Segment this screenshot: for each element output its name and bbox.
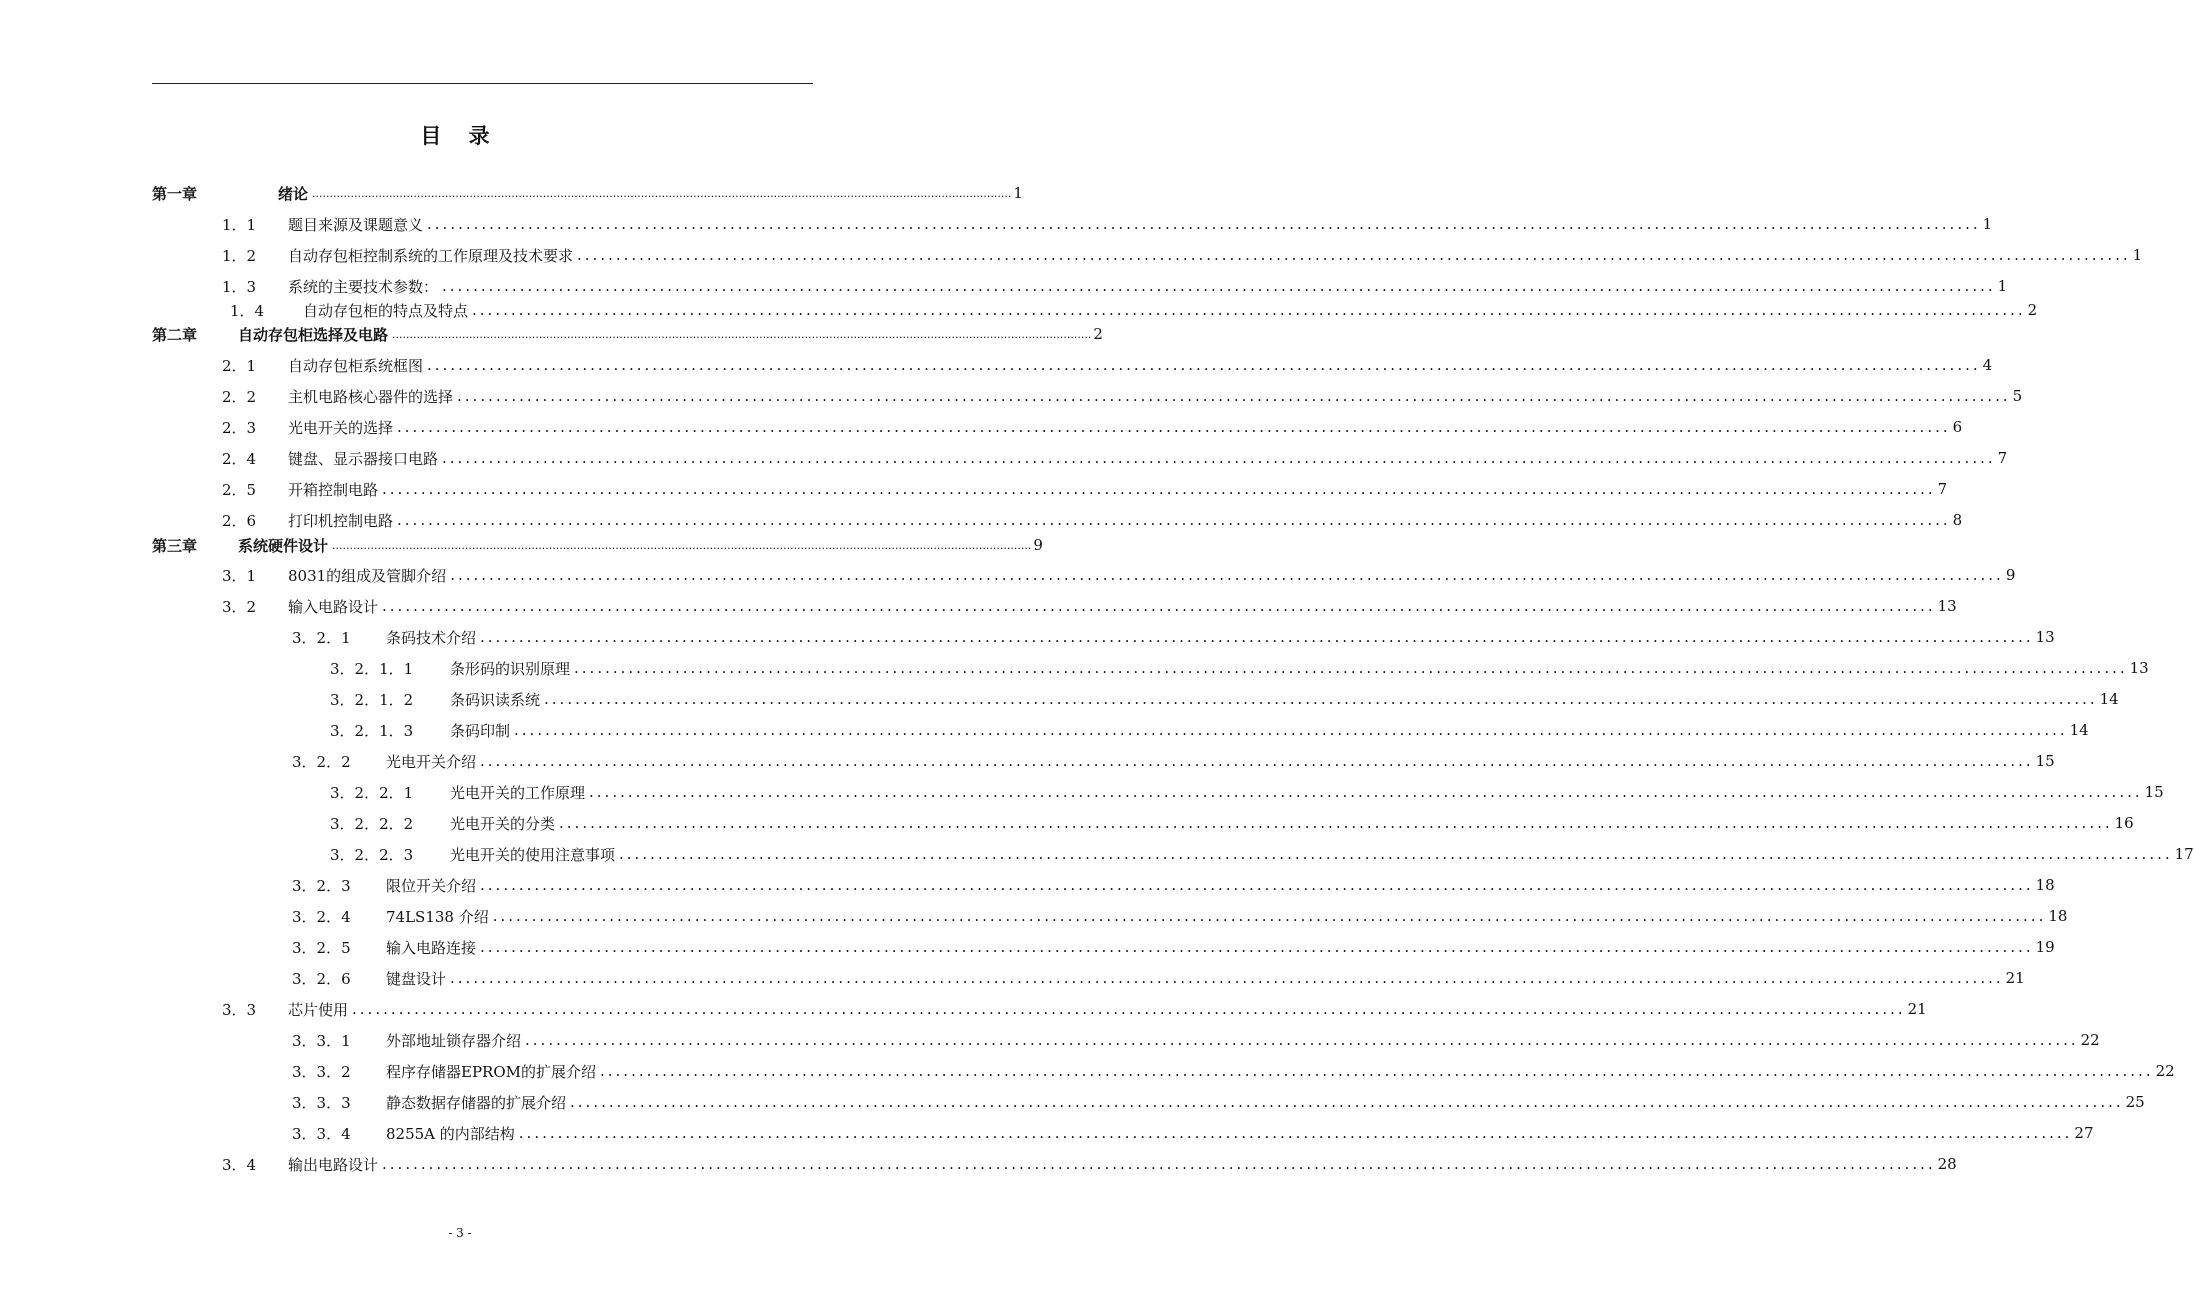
toc-entry-number: 2．6 — [222, 511, 257, 530]
toc-entry-page: 22 — [2080, 1031, 2100, 1049]
toc-leader-dots: ........................................................................................................................................................................................................ — [427, 215, 1981, 233]
toc-entry-title: 自动存包柜控制系统的工作原理及技术要求 — [288, 246, 574, 265]
toc-leader-dots: ........................................................................................................................................................................................................ — [574, 659, 2128, 677]
toc-entry-title: 自动存包柜系统框图 — [288, 356, 424, 375]
toc-leader-dots: ........................................................................................................................................................................................................ — [480, 628, 2034, 646]
toc-entry[interactable] — [330, 841, 2194, 867]
toc-entry-page: 25 — [2125, 1093, 2145, 1111]
toc-leader-dots: ........................................................................................................................................................................................................ — [589, 783, 2143, 801]
toc-leader-dots: ........................................................................................................................................................................................................ — [514, 721, 2068, 739]
toc-entry-page: 14 — [2099, 690, 2119, 708]
toc-entry[interactable] — [292, 872, 2055, 898]
toc-entry-title: 光电开关的选择 — [288, 418, 394, 437]
toc-entry-page: 7 — [1997, 449, 2008, 467]
toc-leader-dots: ........................................................................................................................................................................................................ — [397, 511, 1951, 529]
toc-entry-title: 光电开关介绍 — [386, 752, 477, 771]
toc-entry-title: 限位开关介绍 — [386, 876, 477, 895]
toc-entry[interactable] — [292, 1058, 2175, 1084]
toc-entry[interactable] — [222, 562, 2016, 588]
toc-entry[interactable] — [222, 211, 1993, 237]
toc-entry-number: 3．2．2．2 — [330, 814, 414, 833]
toc-entry-title: 8031的组成及管脚介绍 — [288, 566, 447, 585]
toc-leader-dots: ........................................................................................................................................................................................................ — [352, 1000, 1906, 1018]
toc-entry-page: 14 — [2069, 721, 2089, 739]
toc-entry[interactable] — [222, 273, 2008, 299]
toc-entry[interactable] — [292, 748, 2055, 774]
toc-leader-dots: ........................................................................................................................................................................................................ — [544, 690, 2098, 708]
toc-entry-number: 1．4 — [230, 301, 265, 320]
toc-entry-page: 2 — [2027, 301, 2038, 319]
toc-entry-page: 18 — [2035, 876, 2055, 894]
toc-entry-title: 光电开关的分类 — [450, 814, 556, 833]
toc-entry-number: 3．2．1．1 — [330, 659, 414, 678]
toc-entry-page: 15 — [2144, 783, 2164, 801]
toc-leader-dots: ........................................................................................................................................................................................................ — [442, 449, 1996, 467]
toc-entry[interactable] — [330, 655, 2149, 681]
toc-entry-number: 3．3．2 — [292, 1062, 351, 1081]
toc-entry[interactable] — [292, 934, 2055, 960]
toc-entry[interactable] — [222, 383, 2023, 409]
toc-title: 目 录 — [420, 124, 500, 148]
toc-entry[interactable] — [152, 321, 1103, 347]
toc-entry-page: 15 — [2035, 752, 2055, 770]
toc-entry[interactable] — [222, 476, 1948, 502]
toc-entry-title: 绪论 — [278, 184, 309, 203]
toc-entry-page: 22 — [2155, 1062, 2175, 1080]
toc-entry-title: 自动存包柜的特点及特点 — [303, 301, 469, 320]
toc-leader-dots: ........................................................................................................................................................................................................ — [312, 186, 1012, 200]
toc-leader-dots: ........................................................................................................................................................................................................ — [559, 814, 2113, 832]
toc-entry-page: 28 — [1937, 1155, 1957, 1173]
toc-entry-number: 3．2 — [222, 597, 257, 616]
toc-entry-title: 条形码的识别原理 — [450, 659, 571, 678]
toc-leader-dots: ........................................................................................................................................................................................................ — [397, 418, 1951, 436]
toc-entry-page: 4 — [1982, 356, 1993, 374]
toc-entry-title: 系统硬件设计 — [238, 536, 329, 555]
toc-entry-number: 3．2．5 — [292, 938, 351, 957]
toc-entry[interactable] — [292, 1089, 2145, 1115]
toc-leader-dots: ........................................................................................................................................................................................................ — [518, 1124, 2073, 1142]
toc-entry-title: 程序存储器EPROM的扩展介绍 — [386, 1062, 596, 1081]
toc-leader-dots: ........................................................................................................................................................................................................ — [480, 938, 2034, 956]
toc-entry-title: 输入电路设计 — [288, 597, 379, 616]
toc-leader-dots: ........................................................................................................................................................................................................ — [382, 597, 1936, 615]
toc-entry-number: 1．2 — [222, 246, 257, 265]
toc-entry-number: 第一章 — [152, 184, 198, 203]
toc-leader-dots: ........................................................................................................................................................................................................ — [442, 277, 1996, 295]
toc-entry-page: 21 — [1907, 1000, 1927, 1018]
header-rule — [152, 83, 813, 84]
toc-entry-title: 条码识读系统 — [450, 690, 541, 709]
toc-entry-number: 3．4 — [222, 1155, 257, 1174]
toc-entry[interactable] — [222, 507, 1963, 533]
toc-leader-dots: ........................................................................................................................................................................................................ — [600, 1062, 2154, 1080]
toc-entry-page: 18 — [2048, 907, 2068, 925]
toc-entry[interactable] — [222, 445, 2008, 471]
toc-entry-page: 1 — [1982, 215, 1993, 233]
toc-entry-page: 8 — [1952, 511, 1963, 529]
toc-entry-number: 1．1 — [222, 215, 257, 234]
toc-entry[interactable] — [292, 903, 2068, 929]
toc-entry-title: 外部地址锁存器介绍 — [386, 1031, 522, 1050]
toc-leader-dots: ........................................................................................................................................................................................................ — [492, 907, 2047, 925]
toc-entry[interactable] — [152, 180, 1023, 206]
toc-entry-number: 2．5 — [222, 480, 257, 499]
toc-entry-page: 13 — [1937, 597, 1957, 615]
toc-entry-title: 光电开关的工作原理 — [450, 783, 586, 802]
toc-entry-page: 13 — [2035, 628, 2055, 646]
toc-entry-number: 3．3．3 — [292, 1093, 351, 1112]
toc-entry-number: 3．2．1 — [292, 628, 351, 647]
toc-entry-page: 9 — [1033, 536, 1043, 554]
toc-entry[interactable] — [152, 532, 1043, 558]
toc-leader-dots: ........................................................................................................................................................................................................ — [450, 969, 2004, 987]
toc-entry[interactable] — [222, 242, 2143, 268]
toc-leader-dots: ........................................................................................................................................................................................................ — [450, 566, 2004, 584]
toc-entry-page: 9 — [2005, 566, 2016, 584]
toc-entry-page: 21 — [2005, 969, 2025, 987]
toc-entry-title: 系统的主要技术参数： — [288, 277, 439, 296]
toc-entry-title: 自动存包柜选择及电路 — [238, 325, 389, 344]
toc-entry-number: 第二章 — [152, 325, 198, 344]
toc-entry-number: 2．1 — [222, 356, 257, 375]
toc-entry-page: 1 — [1013, 184, 1023, 202]
toc-leader-dots: ........................................................................................................................................................................................................ — [619, 845, 2173, 863]
toc-entry-number: 2．4 — [222, 449, 257, 468]
toc-entry-number: 3．2．1．3 — [330, 721, 414, 740]
toc-entry-number: 3．2．2．1 — [330, 783, 414, 802]
toc-entry-page: 7 — [1937, 480, 1948, 498]
toc-leader-dots: ........................................................................................................................................................................................................ — [525, 1031, 2079, 1049]
toc-entry[interactable] — [330, 686, 2119, 712]
toc-entry-number: 3．2．2．3 — [330, 845, 414, 864]
toc-entry-title: 74LS138 介绍 — [386, 907, 489, 926]
toc-entry[interactable] — [330, 779, 2164, 805]
toc-entry-title: 条码技术介绍 — [386, 628, 477, 647]
toc-entry-page: 2 — [1093, 325, 1103, 343]
toc-leader-dots: ........................................................................................................................................................................................................ — [382, 1155, 1936, 1173]
toc-entry-title: 键盘设计 — [386, 969, 447, 988]
toc-leader-dots: ........................................................................................................................................................................................................ — [457, 387, 2011, 405]
toc-entry[interactable] — [292, 965, 2025, 991]
toc-entry[interactable] — [222, 414, 1963, 440]
toc-leader-dots: ........................................................................................................................................................................................................ — [427, 356, 1981, 374]
toc-entry-number: 3．3．4 — [292, 1124, 351, 1143]
toc-entry-title: 条码印制 — [450, 721, 511, 740]
toc-entry-title: 8255A 的内部结构 — [386, 1124, 515, 1143]
toc-entry-number: 第三章 — [152, 536, 198, 555]
toc-entry-page: 1 — [1997, 277, 2008, 295]
toc-entry-title: 键盘、显示器接口电路 — [288, 449, 439, 468]
toc-entry[interactable] — [292, 624, 2055, 650]
toc-entry[interactable] — [222, 352, 1993, 378]
toc-leader-dots: ........................................................................................................................................................................................................ — [332, 538, 1032, 552]
toc-entry[interactable] — [222, 593, 1957, 619]
toc-leader-dots: ........................................................................................................................................................................................................ — [480, 752, 2034, 770]
toc-entry-number: 2．2 — [222, 387, 257, 406]
page-number: - 3 - — [448, 1226, 472, 1240]
toc-entry[interactable] — [292, 1027, 2100, 1053]
toc-entry-title: 输出电路设计 — [288, 1155, 379, 1174]
toc-entry-number: 3．2．6 — [292, 969, 351, 988]
toc-entry-number: 3．3 — [222, 1000, 257, 1019]
toc-leader-dots: ........................................................................................................................................................................................................ — [570, 1093, 2124, 1111]
toc-entry[interactable] — [330, 717, 2089, 743]
toc-leader-dots: ........................................................................................................................................................................................................ — [577, 246, 2131, 264]
toc-entry-title: 光电开关的使用注意事项 — [450, 845, 616, 864]
toc-entry-title: 开箱控制电路 — [288, 480, 379, 499]
toc-entry-title: 打印机控制电路 — [288, 511, 394, 530]
toc-entry-page: 13 — [2129, 659, 2149, 677]
toc-entry-page: 17 — [2174, 845, 2194, 863]
toc-entry[interactable] — [330, 810, 2134, 836]
toc-entry[interactable] — [222, 1151, 1957, 1177]
toc-entry-page: 27 — [2074, 1124, 2094, 1142]
toc-entry-title: 静态数据存储器的扩展介绍 — [386, 1093, 567, 1112]
toc-entry-page: 1 — [2132, 246, 2143, 264]
toc-entry-page: 16 — [2114, 814, 2134, 832]
toc-entry-number: 1．3 — [222, 277, 257, 296]
toc-leader-dots: ........................................................................................................................................................................................................ — [480, 876, 2034, 894]
toc-entry-title: 题目来源及课题意义 — [288, 215, 424, 234]
toc-entry-page: 6 — [1952, 418, 1963, 436]
toc-entry-page: 5 — [2012, 387, 2023, 405]
toc-entry-title: 主机电路核心器件的选择 — [288, 387, 454, 406]
toc-leader-dots: ........................................................................................................................................................................................................ — [392, 327, 1092, 341]
toc-entry-number: 3．2．2 — [292, 752, 351, 771]
toc-entry-number: 3．1 — [222, 566, 257, 585]
toc-entry-number: 3．2．4 — [292, 907, 351, 926]
toc-entry[interactable] — [292, 1120, 2094, 1146]
toc-entry-page: 19 — [2035, 938, 2055, 956]
toc-entry-number: 2．3 — [222, 418, 257, 437]
toc-entry-number: 3．2．1．2 — [330, 690, 414, 709]
toc-entry-title: 芯片使用 — [288, 1000, 349, 1019]
toc-entry-number: 3．3．1 — [292, 1031, 351, 1050]
toc-leader-dots: ........................................................................................................................................................................................................ — [382, 480, 1936, 498]
toc-entry[interactable] — [222, 996, 1927, 1022]
toc-entry[interactable] — [230, 297, 2038, 323]
toc-entry-number: 3．2．3 — [292, 876, 351, 895]
toc-entry-title: 输入电路连接 — [386, 938, 477, 957]
toc-leader-dots: ........................................................................................................................................................................................................ — [472, 301, 2026, 319]
